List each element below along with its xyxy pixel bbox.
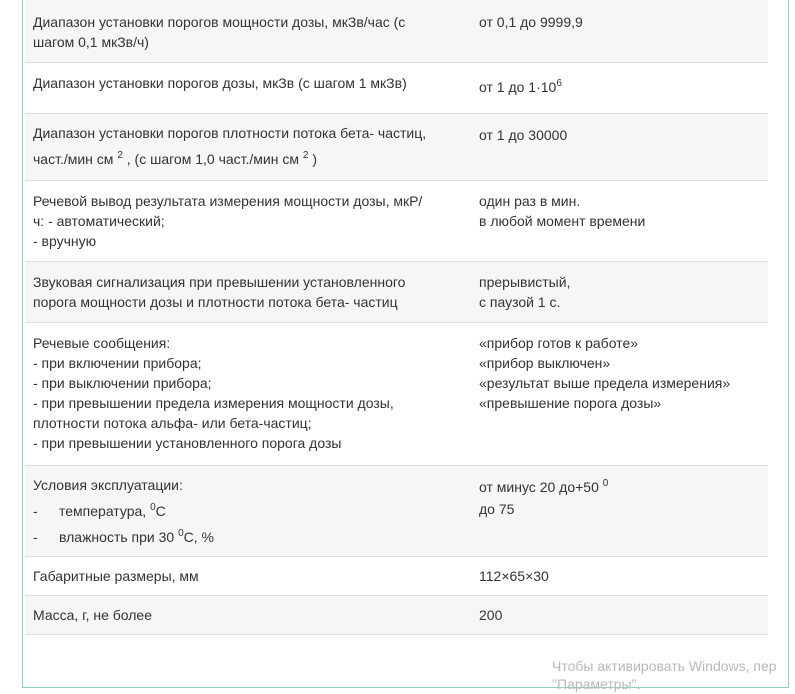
- param-text: - влажность при 30 $^0$С, %: [33, 528, 214, 545]
- value-text: один раз в мин.: [479, 193, 581, 209]
- param-text: Диапазон установки порогов плотности потока бета- частиц,: [33, 125, 427, 141]
- value-cell: [471, 557, 768, 596]
- value-text: от минус 20 до+50 $^0$: [479, 478, 609, 495]
- param-text: - при выключении прибора;: [33, 375, 212, 391]
- value-text: «превышение порога дозы»: [479, 395, 662, 411]
- param-cell: [25, 262, 471, 323]
- table-row: [25, 0, 768, 63]
- table-row: [25, 323, 768, 466]
- param-text: - при превышении предела измерения мощности дозы,: [33, 395, 394, 411]
- param-text: порога мощности дозы и плотности потока бета- частиц: [33, 294, 398, 310]
- value-cell: [471, 181, 768, 262]
- value-text: до 75: [479, 501, 515, 517]
- param-text: Габаритные размеры, мм: [33, 568, 199, 584]
- value-text: в любой момент времени: [479, 213, 646, 229]
- value-text: от 1 до $1\cdot 10^6$: [479, 78, 562, 95]
- param-text: Звуковая сигнализация при превышении установленного: [33, 274, 406, 290]
- table-row: [25, 262, 768, 323]
- param-cell: [25, 596, 471, 635]
- value-text: «прибор выключен»: [479, 355, 611, 371]
- param-text: част./мин см $^2$ , (с шагом 1,0 част./мин см $^2$ ): [33, 150, 317, 167]
- table-row: [25, 466, 768, 557]
- watermark-line: Чтобы активировать Windows, пер: [552, 658, 777, 674]
- spec-table: [25, 0, 768, 635]
- value-cell: [471, 0, 768, 63]
- param-text: ч: - автоматический;: [33, 213, 165, 229]
- table-row: [25, 114, 768, 181]
- param-text: Диапазон установки порогов мощности дозы, мкЗв/час (с: [33, 14, 406, 30]
- param-cell: [25, 466, 471, 557]
- windows-activation-watermark: [552, 657, 795, 693]
- param-cell: [25, 0, 471, 63]
- value-text: от 0,1 до 9999,9: [479, 14, 583, 30]
- table-row: [25, 596, 768, 635]
- param-text: Речевые сообщения:: [33, 335, 171, 351]
- value-cell: [471, 466, 768, 557]
- param-text: - вручную: [33, 233, 97, 249]
- watermark-line: "Параметры".: [552, 676, 641, 692]
- value-text: 112×65×30: [479, 568, 549, 584]
- param-text: шагом 0,1 мкЗв/ч): [33, 34, 149, 50]
- value-text: 200: [479, 607, 503, 623]
- param-text: - температура, $^0$С: [33, 502, 166, 519]
- param-text: Диапазон установки порогов дозы, мкЗв (с шагом 1 мкЗв): [33, 75, 407, 91]
- value-text: «прибор готов к работе»: [479, 335, 639, 351]
- value-cell: [471, 63, 768, 114]
- param-cell: [25, 181, 471, 262]
- param-text: Речевой вывод результата измерения мощности дозы, мкР/: [33, 193, 423, 209]
- value-cell: [471, 323, 768, 466]
- value-text: от 1 до 30000: [479, 127, 568, 143]
- value-text: с паузой 1 с.: [479, 294, 561, 310]
- value-cell: [471, 114, 768, 181]
- table-row: [25, 181, 768, 262]
- value-text: «результат выше предела измерения»: [479, 375, 731, 391]
- param-cell: [25, 114, 471, 181]
- param-text: Масса, г, не более: [33, 607, 152, 623]
- param-cell: [25, 63, 471, 114]
- param-text: - при превышении установленного порога дозы: [33, 435, 342, 451]
- param-cell: [25, 323, 471, 466]
- value-cell: [471, 596, 768, 635]
- param-text: плотности потока альфа- или бета-частиц;: [33, 415, 312, 431]
- param-text: Условия эксплуатации:: [33, 477, 183, 493]
- param-text: - при включении прибора;: [33, 355, 202, 371]
- table-row: [25, 63, 768, 114]
- value-cell: [471, 262, 768, 323]
- table-row: [25, 557, 768, 596]
- value-text: прерывистый,: [479, 274, 571, 290]
- param-cell: [25, 557, 471, 596]
